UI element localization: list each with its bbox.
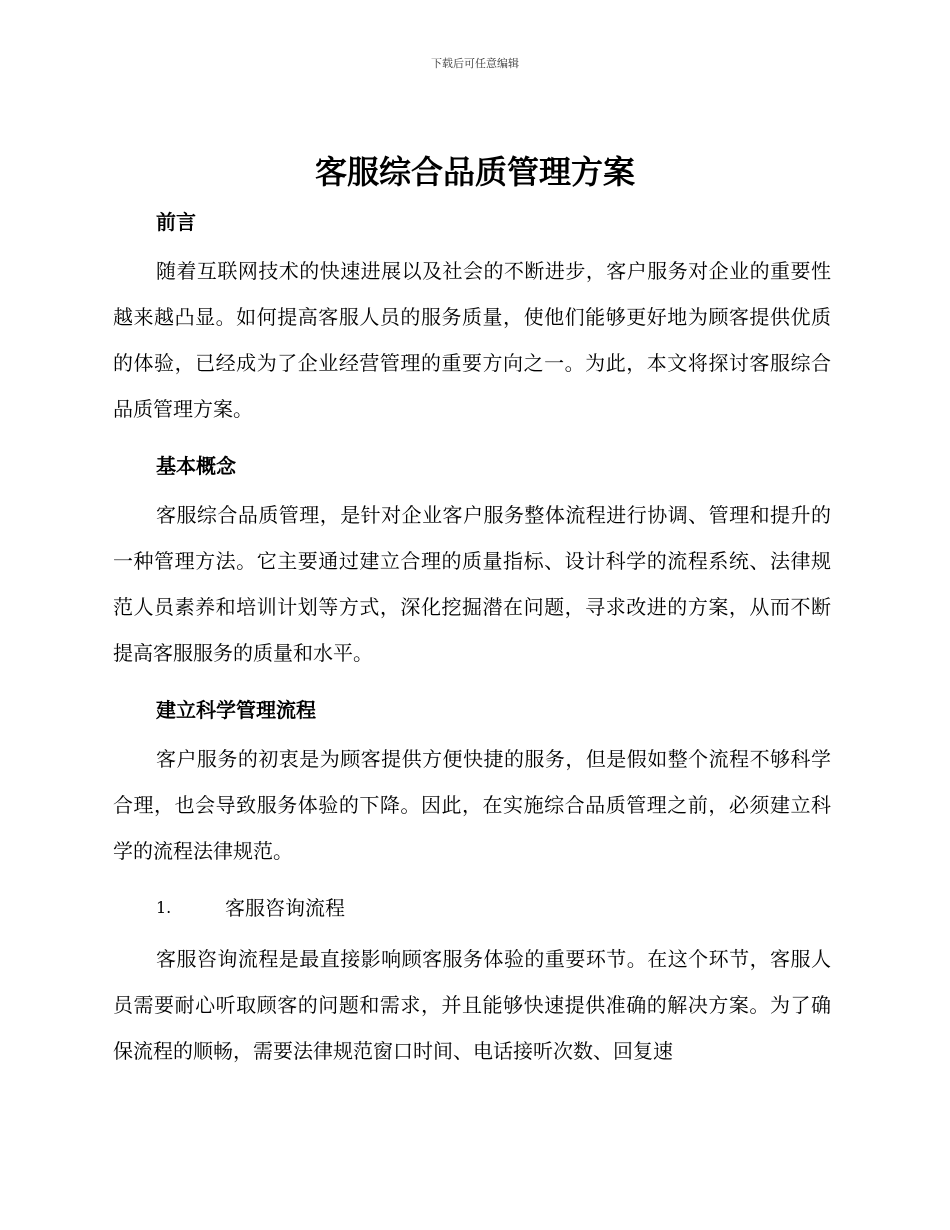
consult-process-paragraph: 客服咨询流程是最直接影响顾客服务体验的重要环节。在这个环节，客服人员需要耐心听取顾客的问题和需求，并且能够快速提供准确的解决方案。为了确保流程的顺畅，需要法律规范窗口时间、电话接听次数、回复速 [113, 947, 831, 1063]
document-title: 客服综合品质管理方案 [314, 153, 635, 191]
section-heading-process: 建立科学管理流程 [156, 698, 316, 722]
section-heading-preface: 前言 [156, 210, 196, 234]
section-paragraph-basic-concept: 客服综合品质管理，是针对企业客户服务整体流程进行协调、管理和提升的一种管理方法。它主要通过建立合理的质量指标、设计科学的流程系统、法律规范人员素养和培训计划等方式，深化挖掘潜在问题，寻求改进的方案，从而不断提高客服服务的质量和水平。 [113, 503, 831, 665]
list-item-text: 客服咨询流程 [225, 896, 345, 920]
list-item-number: 1. [156, 898, 172, 917]
section-heading-basic-concept: 基本概念 [156, 454, 236, 478]
document-body [113, 196, 831, 1074]
list-item-consult-process [113, 880, 831, 936]
header-note: 下载后可任意编辑 [431, 57, 519, 70]
section-paragraph-process: 客户服务的初衷是为顾客提供方便快捷的服务，但是假如整个流程不够科学合理，也会导致服务体验的下降。因此，在实施综合品质管理之前，必须建立科学的流程法律规范。 [113, 747, 831, 863]
section-paragraph-preface: 随着互联网技术的快速进展以及社会的不断进步，客户服务对企业的重要性越来越凸显。如何提高客服人员的服务质量，使他们能够更好地为顾客提供优质的体验，已经成为了企业经营管理的重要方向之一。为此，本文将探讨客服综合品质管理方案。 [113, 259, 831, 421]
